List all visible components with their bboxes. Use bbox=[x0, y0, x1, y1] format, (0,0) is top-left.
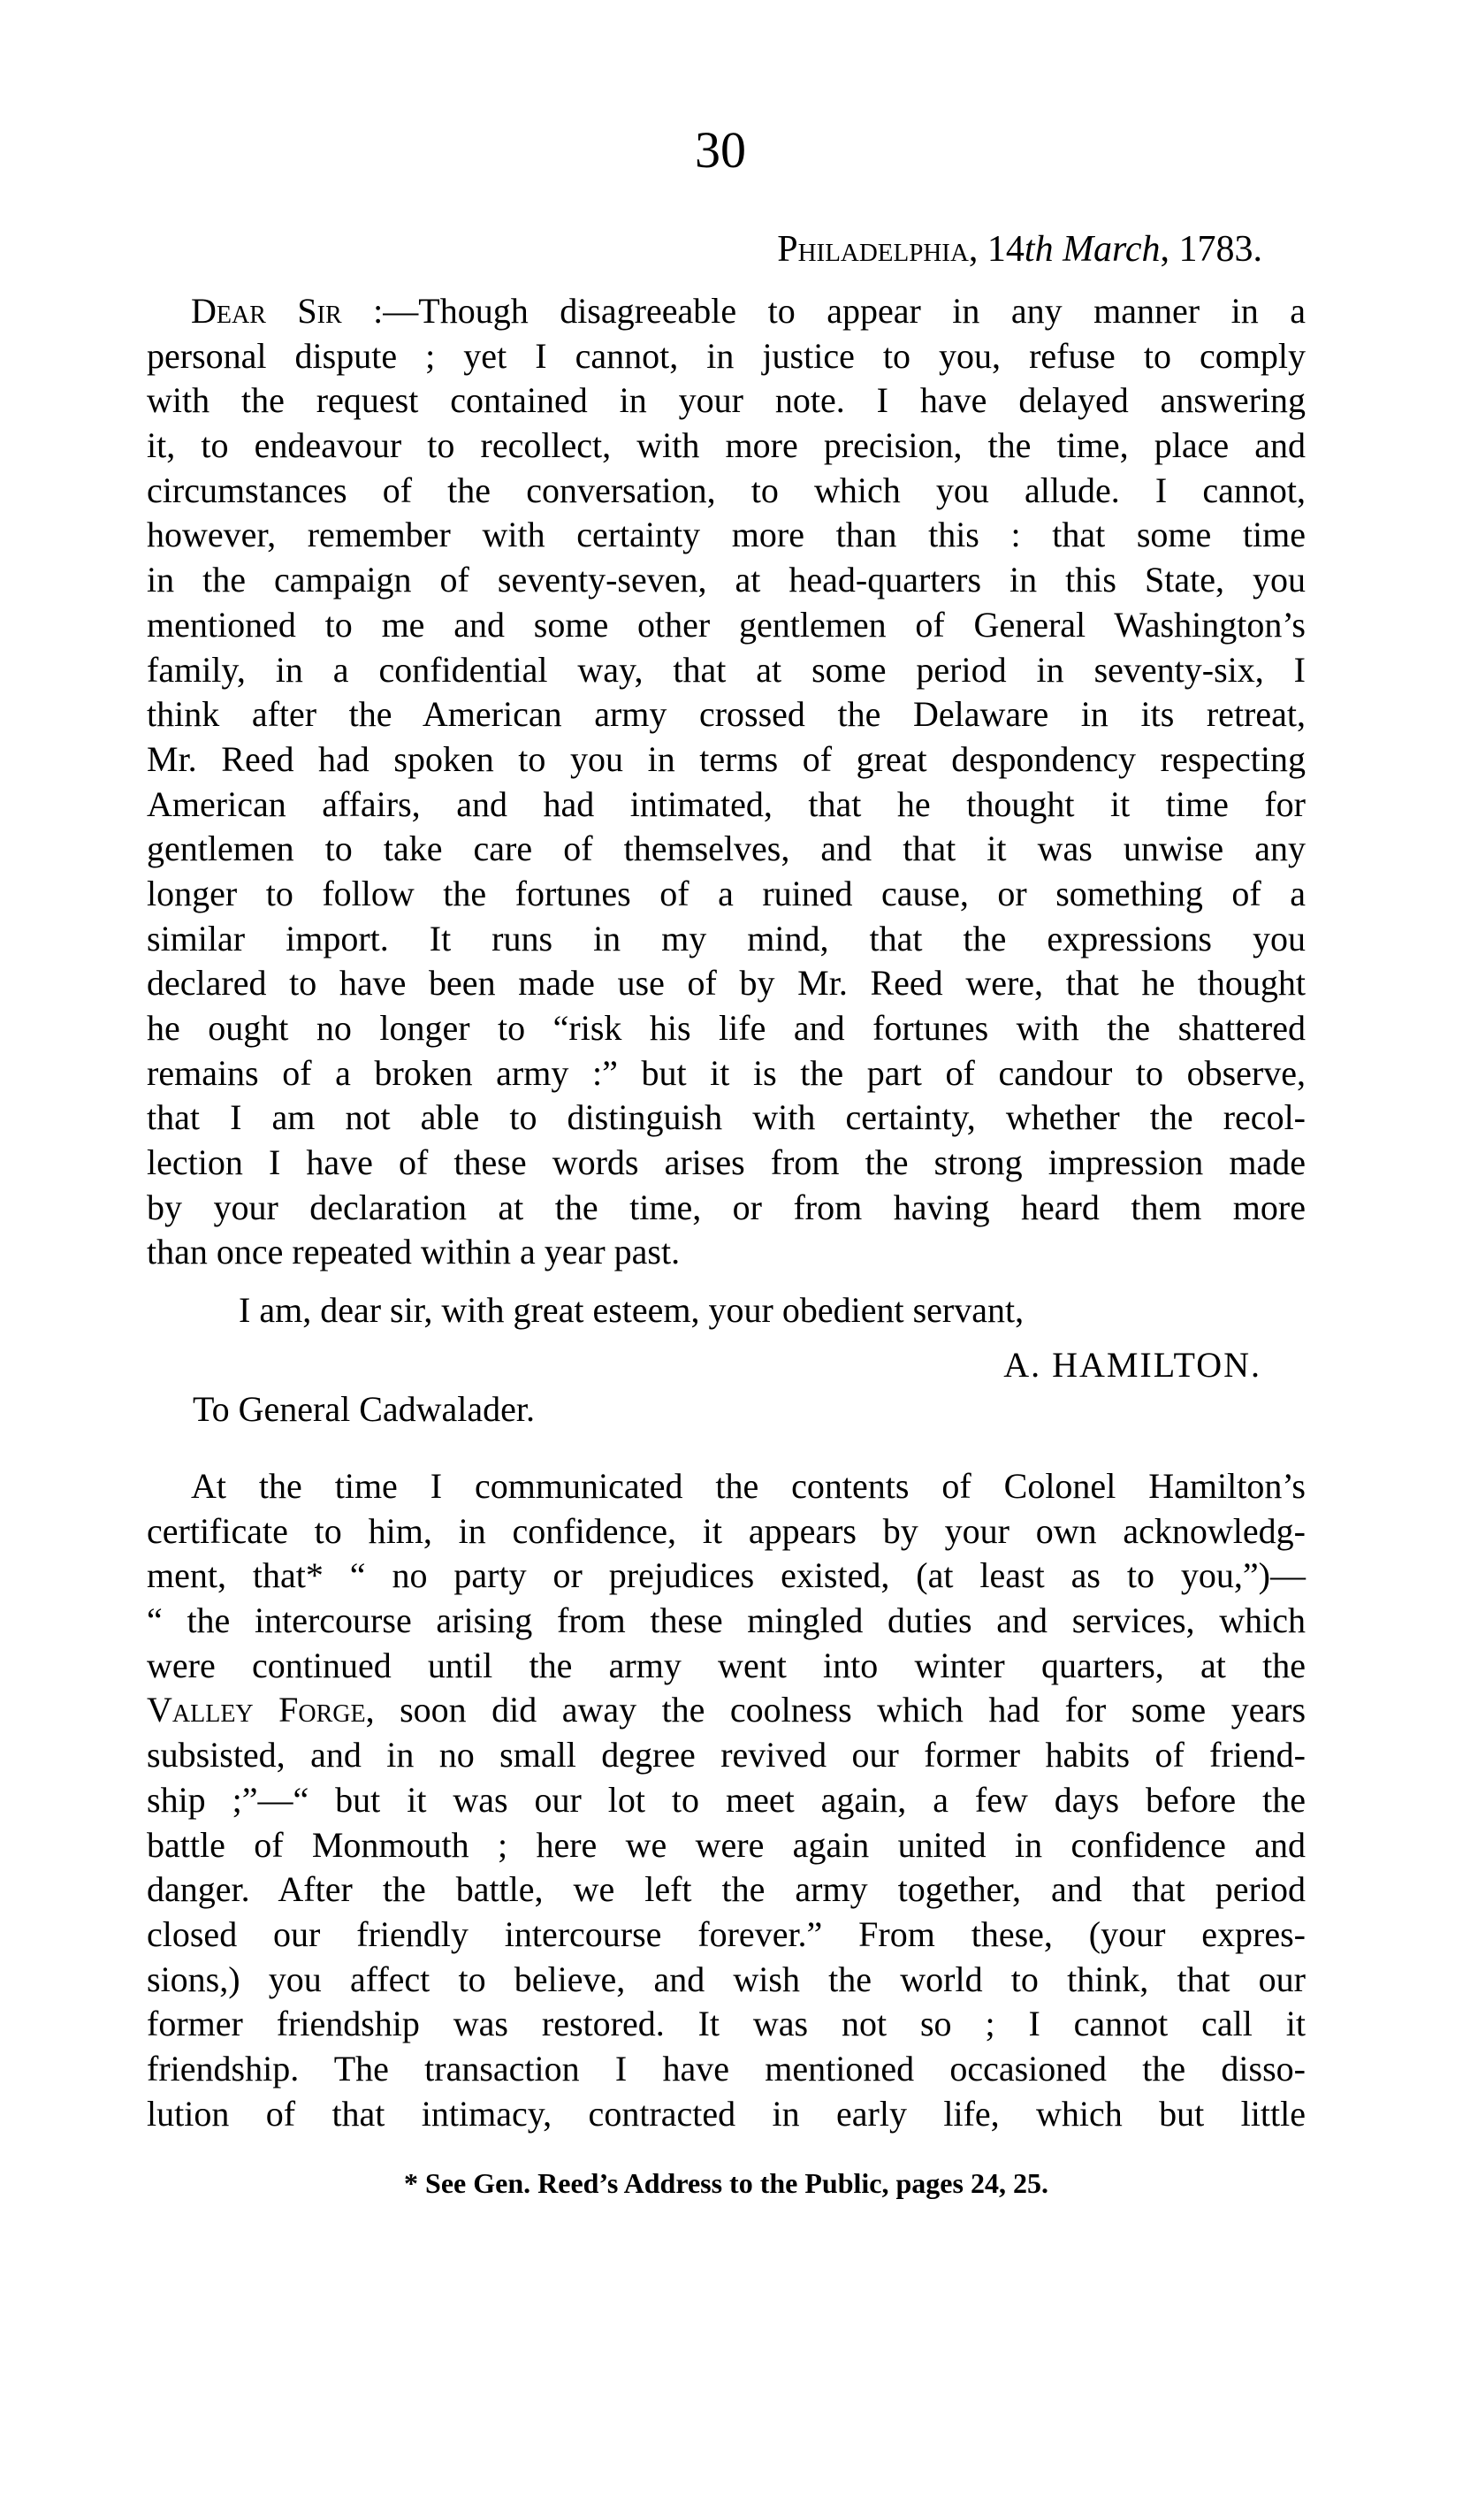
text-segment: , soon did away the coolness which had for some years bbox=[365, 1690, 1307, 1730]
text-line: ment, that* “ no party or prejudices existed, (at least as to you,”)— bbox=[147, 1555, 1306, 1596]
text-segment: :—Though disagreeable to appear in any manner in a bbox=[341, 291, 1306, 331]
text-line: family, in a confidential way, that at some period in seventy-six, I bbox=[147, 649, 1306, 690]
text-line: friendship. The transaction I have mentioned occasioned the disso- bbox=[147, 2048, 1306, 2089]
text-line: similar import. It runs in my mind, that the expressions you bbox=[147, 918, 1306, 958]
text-line: with the request contained in your note. I have delayed answering bbox=[147, 380, 1306, 421]
text-line: Mr. Reed had spoken to you in terms of great despondency respecting bbox=[147, 738, 1306, 779]
small-caps-text: Valley Forge bbox=[147, 1690, 366, 1730]
letter-signature: A. HAMILTON. bbox=[1003, 1345, 1261, 1385]
text-line: longer to follow the fortunes of a ruined cause, or something of a bbox=[147, 873, 1306, 913]
text-line: circumstances of the conversation, to which you allude. I cannot, bbox=[147, 470, 1306, 510]
text-line: “ the intercourse arising from these mingled duties and services, which bbox=[147, 1600, 1306, 1641]
text-line: gentlemen to take care of themselves, and that it was unwise any bbox=[147, 829, 1306, 869]
text-line: former friendship was restored. It was not so ; I cannot call it bbox=[147, 2004, 1306, 2044]
page-number: 30 bbox=[695, 121, 746, 179]
dateline-day-month: th March bbox=[1024, 229, 1161, 270]
dateline-day-number: 14 bbox=[987, 229, 1025, 270]
footnote: * See Gen. Reed’s Address to the Public, pages 24, 25. bbox=[404, 2167, 1048, 2199]
text-line: think after the American army crossed the Delaware in its retreat, bbox=[147, 694, 1306, 735]
text-line: lection I have of these words arises from the strong impression made bbox=[147, 1142, 1306, 1183]
text-line: American affairs, and had intimated, that he thought it time for bbox=[147, 783, 1306, 824]
text-line: danger. After the battle, we left the army together, and that period bbox=[147, 1869, 1306, 1910]
text-line bbox=[147, 289, 1306, 334]
text-line: certificate to him, in confidence, it appears by your own acknowledg- bbox=[147, 1510, 1306, 1551]
text-line bbox=[147, 1688, 1306, 1733]
text-line: in the campaign of seventy-seven, at head-quarters in this State, you bbox=[147, 560, 1306, 600]
text-line: than once repeated within a year past. bbox=[147, 1232, 681, 1272]
letter-body bbox=[147, 289, 1306, 1275]
text-line: lution of that intimacy, contracted in early life, which but little bbox=[147, 2093, 1306, 2134]
text-line: it, to endeavour to recollect, with more precision, the time, place and bbox=[147, 425, 1306, 466]
text-line: however, remember with certainty more than this : that some time bbox=[147, 515, 1306, 555]
text-line: mentioned to me and some other gentlemen of General Washington’s bbox=[147, 604, 1306, 645]
letter-closing: I am, dear sir, with great esteem, your obedient servant, bbox=[239, 1290, 1025, 1330]
letter-addressee: To General Cadwalader. bbox=[193, 1389, 536, 1429]
text-line: by your declaration at the time, or from having heard them more bbox=[147, 1187, 1306, 1227]
text-line: ship ;”—“ but it was our lot to meet again, a few days before the bbox=[147, 1779, 1306, 1820]
text-line: personal dispute ; yet I cannot, in justice to you, refuse to comply bbox=[147, 335, 1306, 376]
letter-dateline bbox=[777, 231, 1262, 268]
text-line: he ought no longer to “risk his life and fortunes with the shattered bbox=[147, 1008, 1306, 1048]
text-line: declared to have been made use of by Mr. Reed were, that he thought bbox=[147, 963, 1306, 1004]
dateline-separator: , bbox=[968, 229, 987, 270]
text-line: remains of a broken army :” but it is the part of candour to observe, bbox=[147, 1052, 1306, 1093]
text-line: sions,) you affect to believe, and wish the world to think, that our bbox=[147, 1959, 1306, 1999]
text-line: closed our friendly intercourse forever.” From these, (your expres- bbox=[147, 1913, 1306, 1954]
dateline-place: Philadelphia bbox=[777, 229, 969, 270]
small-caps-text: Dear Sir bbox=[191, 291, 342, 331]
text-line: that I am not able to distinguish with certainty, whether the recol- bbox=[147, 1097, 1306, 1138]
text-line: battle of Monmouth ; here we were again united in confidence and bbox=[147, 1824, 1306, 1865]
commentary-paragraph bbox=[147, 1464, 1306, 2136]
text-line: were continued until the army went into winter quarters, at the bbox=[147, 1645, 1306, 1685]
dateline-year: , 1783. bbox=[1160, 229, 1262, 270]
text-line: subsisted, and in no small degree revived our former habits of friend- bbox=[147, 1735, 1306, 1775]
text-line: At the time I communicated the contents of Colonel Hamilton’s bbox=[191, 1466, 1306, 1506]
